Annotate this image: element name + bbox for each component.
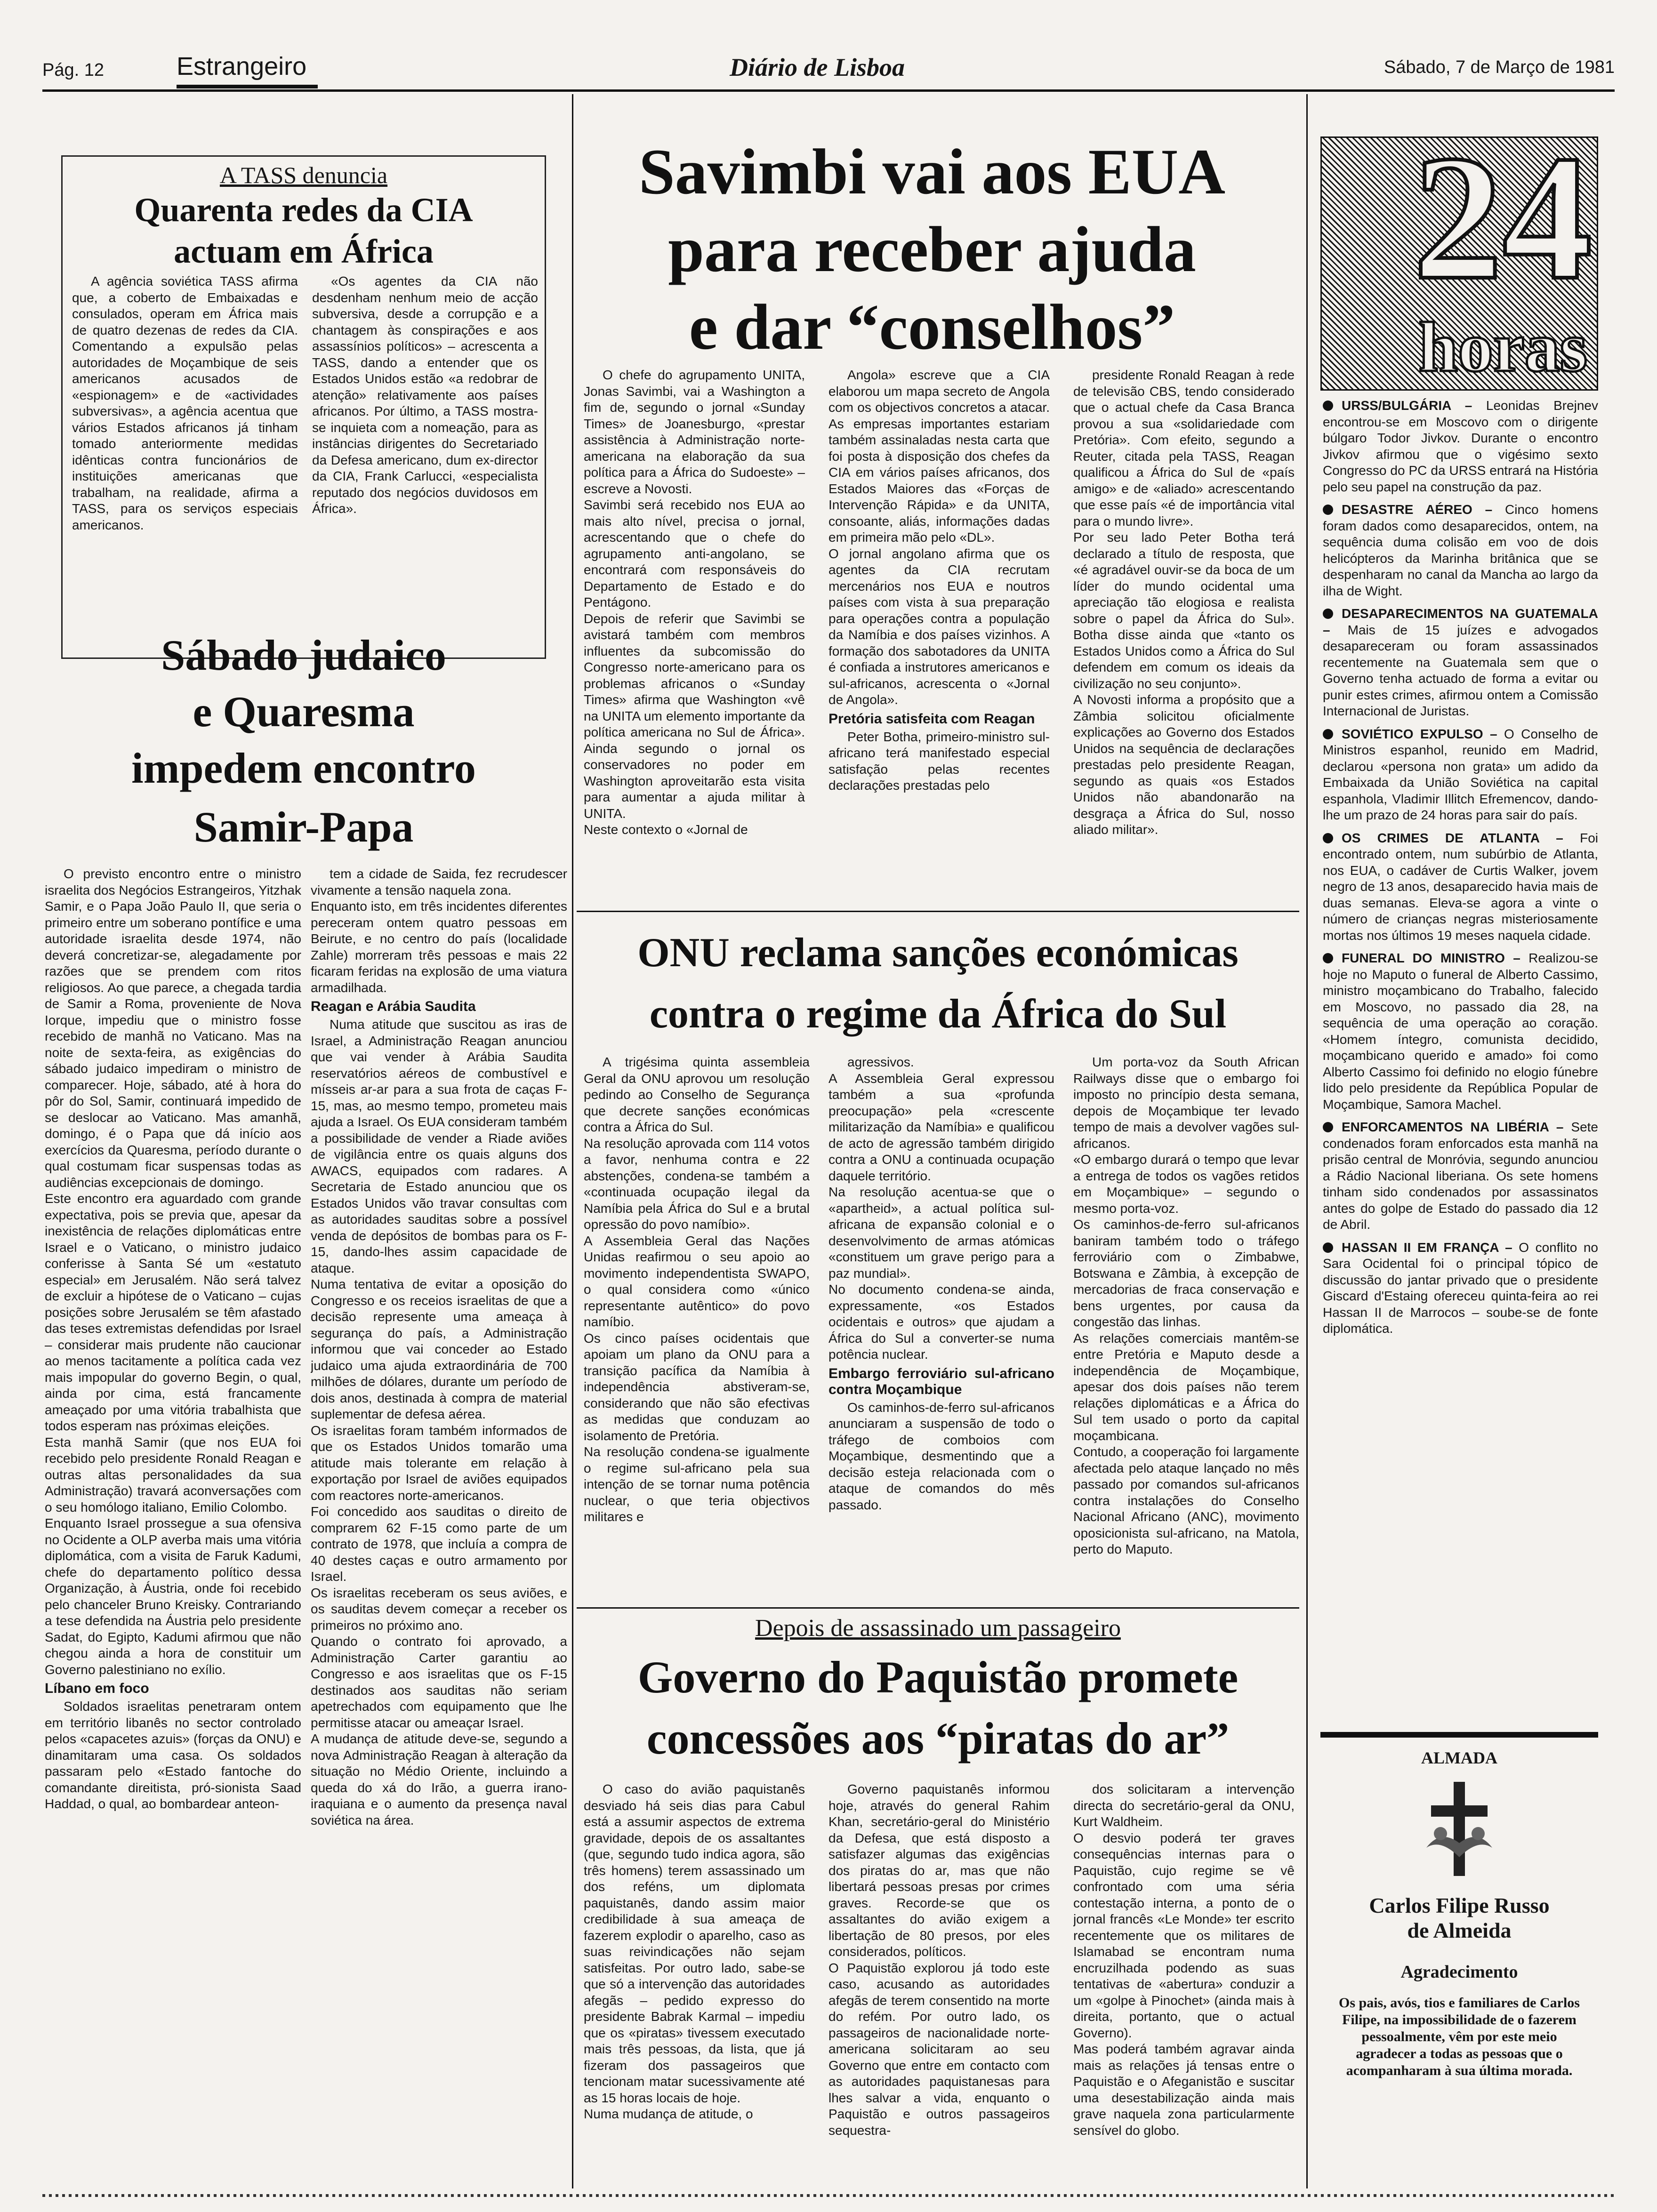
bullet-icon [1323,505,1333,515]
brief-item: DESASTRE AÉREO – Cinco homens foram dados como desaparecidos, ontem, na sequência duma colisão em voo de dois helicópteros da Marinha britânica que se despenharam no canal da Mancha ao largo da ilha de Wight. [1323,502,1598,598]
section-underline [177,85,318,88]
samir-subhead-libano: Líbano em foco [45,1681,149,1696]
obituary-text: Os pais, avós, tios e familiares de Carlos Filipe, na impossibilidade de o fazerem pessoalmente, vêm por este meio agradecer a todas as pessoas que o acompanharam à sua última morada. [1339,1995,1580,2078]
obituary-top-rule [1320,1732,1598,1738]
bullet-icon [1323,1122,1333,1132]
savimbi-column-1: O chefe do agrupamento UNITA, Jonas Savimbi, vai a Washington a fim de, segundo o jornal «Sunday Times» de Joanesburgo, «prestar assistência à Administração norte-americana na elaboração da sua política para a África do Sudoeste» – escreve a Novosti. Savimbi será recebido nos EUA ao mais alto nível, precisa o jornal, acrescentando que o chefe do agrupamento anti-angolano, se encontrará com responsáveis do Departamento de Estado e do Pentágono. Depois de referir que Savimbi se avistará também com membros influentes da subcomissão do Congresso norte-americano para os problemas africanos o «Sunday Times» afirma que Washington «vê na UNITA um elemento importante da política americana no Sul de África». Ainda segundo o jornal os conservadores no poder em Washington aproveitarão esta visita para aumentar a ajuda militar à UNITA. Neste contexto o «Jornal de [584,368,805,837]
samir-subhead-reagan: Reagan e Arábia Saudita [311,999,476,1014]
brief-item: URSS/BULGÁRIA – Leonidas Brejnev encontrou-se em Moscovo com o dirigente búlgaro Todor Jivkov. Durante o encontro Jivkov afirmou que o vigésimo sexto Congresso do PC da URSS entrará na História pelo seu papel na construção da paz. [1323,398,1598,494]
savimbi-headline-2: para receber ajuda [668,213,1196,285]
bullet-icon [1323,729,1333,739]
tass-column-2: «Os agentes da CIA não desdenham nenhum meio de acção subversiva, desde a corrupção e a chantagem às conspirações e aos assassínios políticos» – acrescenta a TASS, dando a entender que os Estados Unidos estão «a redobrar de atenção» relativamente aos países africanos. Por último, a TASS mostra-se inquieta com a nomeação, para as instâncias dirigentes do Secretariado da Defesa americano, dum ex-director da CIA, Frank Carlucci, «especialista reputado dos negócios duvidosos em África». [312,274,538,516]
brief-item: SOVIÉTICO EXPULSO – O Conselho de Ministros espanhol, reunido em Madrid, declarou «persona non grata» um adido da Embaixada da União Soviética na capital espanhola, Vladimir Illitch Efremencov, dando-lhe um prazo de 24 horas para sair do país. [1323,726,1598,822]
column-rule-right [1306,94,1308,2188]
samir-headline-3: impedem encontro [131,744,476,792]
24-horas-banner [1320,136,1598,391]
brief-item: HASSAN II EM FRANÇA – O conflito no Sara Ocidental foi o principal tópico de discussão do jantar privado que o presidente Giscard d'Estaing ofereceu quinta-feira ao rei Hassan II de Marrocos – soube-se de fonte diplomática. [1323,1240,1598,1336]
tass-headline-2: actuam em África [174,232,434,270]
paquistao-headline-2: concessões aos “piratas do ar” [646,1713,1230,1763]
column-rule-left [572,94,573,2188]
onu-subhead-embargo: Embargo ferroviário sul-africano contra Moçambique [828,1365,1054,1397]
page-number: Pág. 12 [42,60,104,80]
savimbi-headline-1: Savimbi vai aos EUA [638,136,1226,208]
issue-date: Sábado, 7 de Março de 1981 [1384,57,1615,77]
bullet-icon [1323,833,1333,843]
obituary-place: ALMADA [1421,1748,1497,1767]
bullet-icon [1323,401,1333,411]
paquistao-kicker: Depois de assassinado um passageiro [755,1615,1121,1642]
section-name: Estrangeiro [177,52,307,80]
savimbi-subhead-pretoria: Pretória satisfeita com Reagan [828,711,1035,727]
samir-headline-1: Sábado judaico [161,631,446,679]
onu-column-1: A trigésima quinta assembleia Geral da ONU aprovou um resolução pedindo ao Conselho de Segurança que decrete sanções económicas contra a África do Sul. Na resolução aprovada com 114 votos a favor, nenhuma contra e 22 abstenções, condena-se também a «continuada ocupação ilegal da Namíbia pela África do Sul e a brutal opressão do povo namíbio». A Assembleia Geral das Nações Unidas reafirmou o seu apoio ao movimento independentista SWAPO, o qual considera como «único representante autêntico» do povo namíbio. Os cinco países ocidentais que apoiam um plano da ONU para a transição pacífica da Namíbia à independência abstiveram-se, considerando que não são efectivas as medidas que conduzam ao isolamento de Pretória. Na resolução condena-se igualmente o regime sul-africano pela sua intenção de se tornar numa potência nuclear, o que teria objectivos militares e [584,1055,810,1524]
tass-column-1: A agência soviética TASS afirma que, a coberto de Embaixadas e consulados, operam em África mais de quatro dezenas de redes da CIA. Comentando a expulsão pelas autoridades de Moçambique de seis americanos acusados de «espionagem» e de «actividades subversivas», a agência acentua que vários Estados africanos já tinham tomado anteriormente medidas idênticas contra funcionários de instituições americanas que trabalham, na realidade, afirma a TASS, para os serviços especiais americanos. [72,274,298,532]
24-horas-word: horas [1418,308,1587,386]
savimbi-column-3: presidente Ronald Reagan à rede de televisão CBS, tendo considerado que o actual chefe da Casa Branca provou a sua «solidariedade com Pretória». Com efeito, segundo a Reuter, citada pela TASS, Reagan qualificou a África do Sul de «país amigo» e de «aliado» acrescentando que esse país «é de importância vital para o mundo livre». Por seu lado Peter Botha terá declarado a título de resposta, que «é agradável ouvir-se da boca de um líder do mundo ocidental uma apreciação tão elogiosa e realista sobre o papel da África do Sul». Botha disse ainda que «tanto os Estados Unidos como a África do Sul defendem em comum os ideais da civilização no seu conjunto». A Novosti informa a propósito que a Zâmbia solicitou oficialmente explicações ao Governo dos Estados Unidos na sequência de declarações prestadas pelo presidente Reagan, segundo as quais «os Estados Unidos não abandonarão na desgraça a África do Sul, nosso aliado militar». [1073,368,1295,837]
onu-column-2: agressivos. A Assembleia Geral expressou também a sua «profunda preocupação» pela «crescente militarização da Namíbia» e qualificou de acto de agressão também dirigido contra a ONU a continuada ocupação daquele território. Na resolução acentua-se que o «apartheid», a actual política sul-africana de expansão colonial e o desenvolvimento de armas atómicas «constituem um grave perigo para a paz mundial». No documento condena-se ainda, expressamente, «os Estados ocidentais e outros» que ajudam a África do Sul a converter-se numa potência nuclear. Embargo ferroviário sul-africano contra Moçambique Os caminhos-de-ferro sul-africanos anunciaram a suspensão de todo o tráfego de comboios com Moçambique, desmentindo que a decisão esteja relacionada com o ataque de comandos do mês passado. [828,1055,1054,1512]
cross-icon [1412,1777,1506,1881]
samir-headline-2: e Quaresma [193,688,415,736]
brief-item: OS CRIMES DE ATLANTA – Foi encontrado ontem, num subúrbio de Atlanta, nos EUA, o cadáver de Curtis Walker, jovem negro de 13 anos, desaparecido havia mais de duas semanas. Eleva-se agora a vinte o número de crianças negras misteriosamente mortas nos últimos 19 meses naquela cidade. [1323,830,1598,943]
paquistao-column-3: dos solicitaram a intervenção directa do secretário-geral da ONU, Kurt Waldheim. O desvio poderá ter graves consequências internas para o Paquistão, cujo regime se vê confrontado com uma séria contestação interna, a ponto de o jornal francês «Le Monde» ter escrito recentemente que os militares de Islamabad se encontram numa encruzilhada podendo as suas tentativas de «abertura» conduzir a um «golpe à Pinochet» (ainda mais à direita, portanto, que o actual Governo). Mas poderá também agravar ainda mais as relações já tensas entre o Paquistão e o Afeganistão e suscitar uma desestabilização ainda mais grave naquela zona particularmente sensível do globo. [1073,1782,1295,2138]
onu-headline-1: ONU reclama sanções económicas [637,930,1239,976]
onu-column-3: Um porta-voz da South African Railways disse que o embargo foi imposto no princípio desta semana, depois de Moçambique ter levado tempo de mais a devolver vagões sul-africanos. «O embargo durará o tempo que levar a entrega de todos os vagões retidos em Moçambique» – segundo o mesmo porta-voz. Os caminhos-de-ferro sul-africanos baniram também todo o tráfego ferroviário com o Zimbabwe, Botswana e Zâmbia, à excepção de mercadorias de fraca conservação e bens urgentes, por causa da congestão das linhas. As relações comerciais mantêm-se entre Pretória e Maputo desde a independência de Moçambique, apesar dos dois países não terem relações diplomáticas e a África do Sul tem usado o porto da capital moçambicana. Contudo, a cooperação foi largamente afectada pelo ataque lançado no mês passado por comandos sul-africanos contra instalações do Conselho Nacional Africano (ANC), movimento oposicionista sul-africano, na Matola, perto do Maputo. [1073,1055,1299,1556]
header-rule [42,89,1615,92]
obituary-notice [1320,1741,1598,2179]
bullet-icon [1323,953,1333,963]
obituary-name-1: Carlos Filipe Russo [1369,1893,1550,1917]
bullet-icon [1323,609,1333,619]
obituary-heading: Agradecimento [1400,1962,1518,1982]
savimbi-onu-rule [577,911,1299,912]
samir-column-2: tem a cidade de Saida, fez recrudescer vivamente a tensão naquela zona. Enquanto isto, em três incidentes diferentes pereceram ontem quatro pessoas em Beirute, e no centro do país (localidade Zahle) morreram três pessoas e mais 22 ficaram feridas na explosão de uma viatura armadilhada. Reagan e Arábia Saudita Numa atitude que suscitou as iras de Israel, a Administração Reagan anunciou que vai vender à Arábia Saudita reservatórios aéreos de combustível e mísseis ar-ar para a sua frota de caças F-15, mas, ao mesmo tempo, prometeu mais ajuda a Israel. Os EUA consideram também a possibilidade de vender a Riade aviões de vigilância entre os quais alguns dos AWACS, equipados com radares. A Secretaria de Estado anunciou que os Estados Unidos vão travar consultas com as autoridades sauditas sobre a possível venda de depósitos de bombas para os F-15, dando-lhes assim capacidade de ataque. Numa tentativa de evitar a oposição do Congresso e os receios israelitas de que a decisão represente uma ameaça à segurança do país, a Administração informou que vai conceder ao Estado judaico uma ajuda extraordinária de 700 milhões de dólares, durante um período de dois anos, destinada à compra de material suplementar de defesa aérea. Os israelitas foram também informados de que os Estados Unidos tomarão uma atitude mais tolerante em relação à exportação por Israel de aviões equipados com reactores norte-americanos. Foi concedido aos sauditas o direito de comprarem 62 F-15 como parte de um contrato de 1978, que incluía a compra de 40 destes caças e outro armamento por Israel. Os israelitas receberam os seus aviões, e os sauditas devem começar a receber os primeiros no próximo ano. Quando o contrato foi aprovado, a Administração Carter garantiu ao Congresso e aos israelitas que os F-15 destinados aos sauditas não seriam apetrechados com equipamento que lhe permitisse atacar ou ameaçar Israel. A mudança de atitude deve-se, segundo a nova Administração Reagan à alteração da situação no Médio Oriente, incluindo a queda do xá do Irão, a guerra irano-iraquiana e o aumento da presença naval soviética na área. [311,866,567,1827]
onu-headline-2: contra o regime da África do Sul [649,991,1227,1037]
tass-article-box [61,155,546,659]
samir-column-1: O previsto encontro entre o ministro israelita dos Negócios Estrangeiros, Yitzhak Samir, e o Papa João Paulo II, que seria o primeiro entre um soberano pontífice e uma autoridade israelita desde 1974, não deverá concretizar-se, alegadamente por razões que se prendem com ritos religiosos. Ao que parece, a chegada tardia de Samir a Roma, proveniente de Nova Iorque, impediu que o ministro fosse recebido de manhã no Vaticano. Mas na noite de sexta-feira, as exigências do sábado judaico impediram o ministro de comparecer. Hoje, sábado, até à hora do pôr do Sol, Samir, continuará impedido de se deslocar ao Vaticano. Mas amanhã, domingo, é o Papa que dá início aos exercícios da Quaresma, período durante o qual costumam ficar suspensas todas as audiências excepcionais de domingo. Este encontro era aguardado com grande expectativa, pois se previa que, apesar da inexistência de relações diplomáticas entre Israel e o Vaticano, o ministro judaico conferisse à Santa Sé um «estatuto especial» em Jerusalém. Não será talvez de excluir a hipótese de o Vaticano – cujas posições sobre Jerusalém se têm afastado das teses extremistas defendidas por Israel – considerar mais prudente não caucionar ao menos tacitamente a política cada vez mais impopular do governo Begin, o qual, ainda por cima, está francamente ameaçado por uma vitória trabalhista que todos esperam nas próximas eleições. Esta manhã Samir (que nos EUA foi recebido pelo presidente Ronald Reagan e outras altas personalidades da sua Administração) travará aconversações com o seu homólogo italiano, Emilio Colombo. Enquanto Israel prossegue a sua ofensiva no Ocidente a OLP averba mais uma vitória diplomática, com a visita de Faruk Kadumi, chefe do departamento político dessa Organização, à Áustria, onde foi recebido pelo chanceler Bruno Kreisky. Contrariando a tese defendida na Áustria pelo presidente Sadat, do Egipto, Kadumi afirmou que não chegou ainda a hora de constituir um Governo palestiniano no exílio. Líbano em foco Soldados israelitas penetraram ontem em território libanês no sector controlado pelos «capacetes azuis» (forças da ONU) e dinamitaram uma casa. Os soldados passaram pelo «Estado fantoche do comandante direitista, pró-sionista Saad Haddad, o qual, ao bombardear anteon- [45,866,301,1811]
savimbi-column-2: Angola» escreve que a CIA elaborou um mapa secreto de Angola com os objectivos concretos a atacar. As empresas importantes estariam também assinaladas nesta carta que foi posta à disposição dos chefes da CIA em vários países africanos, dos Estados Maiores das «Forças de Intervenção Rápida» e da UNITA, consoante, aliás, informações dadas em primeira mão pelo «DL». O jornal angolano afirma que os agentes da CIA recrutam mercenários nos EUA e noutros países com vista à sua preparação para operações contra a população da Namíbia e dos países vizinhos. A formação dos sabotadores da UNITA é confiada a instrutores americanos e sul-africanos, acrescenta o «Jornal de Angola». Pretória satisfeita com Reagan Peter Botha, primeiro-ministro sul-africano terá manifestado especial satisfação pelas recentes declarações prestadas pelo [828,368,1050,793]
brief-item: ENFORCAMENTOS NA LIBÉRIA – Sete condenados foram enforcados esta manhã na prisão central de Monróvia, segundo anunciou a Rádio Nacional liberiana. Os sete homens tinham sido condenados por assassinatos antes do golpe de Estado do passado dia 12 de Abril. [1323,1120,1598,1232]
brief-item: DESAPARECIMENTOS NA GUATEMALA – Mais de 15 juízes e advogados desapareceram ou foram assassinados recentemente na Guatemala sem que o Governo tenha actuado de forma a evitar ou punir estes crimes, afirmou ontem a Comissão Internacional de Juristas. [1323,606,1598,718]
samir-headline-4: Samir-Papa [193,803,414,851]
paquistao-headline-1: Governo do Paquistão promete [637,1652,1239,1702]
onu-paquistao-rule [577,1607,1299,1609]
obituary-name-2: de Almeida [1407,1918,1512,1942]
bullet-icon [1323,1242,1333,1253]
paquistao-column-1: O caso do avião paquistanês desviado há seis dias para Cabul está a assumir aspectos de extrema gravidade, depois de os assaltantes (que, segundo tudo indica agora, são três homens) terem assassinado um dos reféns, um diplomata paquistanês, dando assim maior credibilidade à sua ameaça de fazerem explodir o aparelho, caso as suas reivindicações não sejam satisfeitas. Por outro lado, sabe-se que só a intervenção das autoridades afegãs – pedido expresso do presidente Babrak Karmal – impediu que os «piratas» tivessem executado mais três pessoas, da lista, que já fizeram dos passageiros que tencionam matar sucessivamente até as 15 horas locais de hoje. Numa mudança de atitude, o [584,1782,805,2121]
savimbi-headline-3: e dar “conselhos” [689,291,1175,363]
masthead: Diário de Lisboa [730,53,905,81]
brief-item: FUNERAL DO MINISTRO – Realizou-se hoje no Maputo o funeral de Alberto Cassimo, ministro moçambicano do Trabalho, falecido em Moscovo, no passado dia 28, na sequência de uma operação ao coração. «Homem íntegro, comunista decidido, moçambicano querido e amado» foi como Alberto Cassimo foi definido no elogio fúnebre lido pelo presidente da República Popular de Moçambique, Samora Machel. [1323,951,1598,1112]
tass-kicker: A TASS denuncia [219,162,388,188]
tass-headline-1: Quarenta redes da CIA [134,191,473,229]
24-horas-number: 24 [1413,136,1592,317]
paquistao-column-2: Governo paquistanês informou hoje, através do general Rahim Khan, secretário-geral do Ministério da Defesa, que está disposto a satisfazer algumas das exigências dos piratas do ar, mas que não libertará pessoas presas por crimes graves. Recorde-se que os assaltantes do avião exigem a libertação de 80 presos, por eles considerados, políticos. O Paquistão explorou já todo este caso, acusando as autoridades afegãs de terem consentido na morte do refém. Por outro lado, os passageiros de nacionalidade norte-americana solicitaram ao seu Governo que entre em contacto com as autoridades paquistanesas para lhes salvar a vida, enquanto o Paquistão e outros passageiros sequestra- [828,1782,1050,2138]
bottom-rule [42,2194,1615,2197]
24-horas-briefs [1323,398,1598,1730]
